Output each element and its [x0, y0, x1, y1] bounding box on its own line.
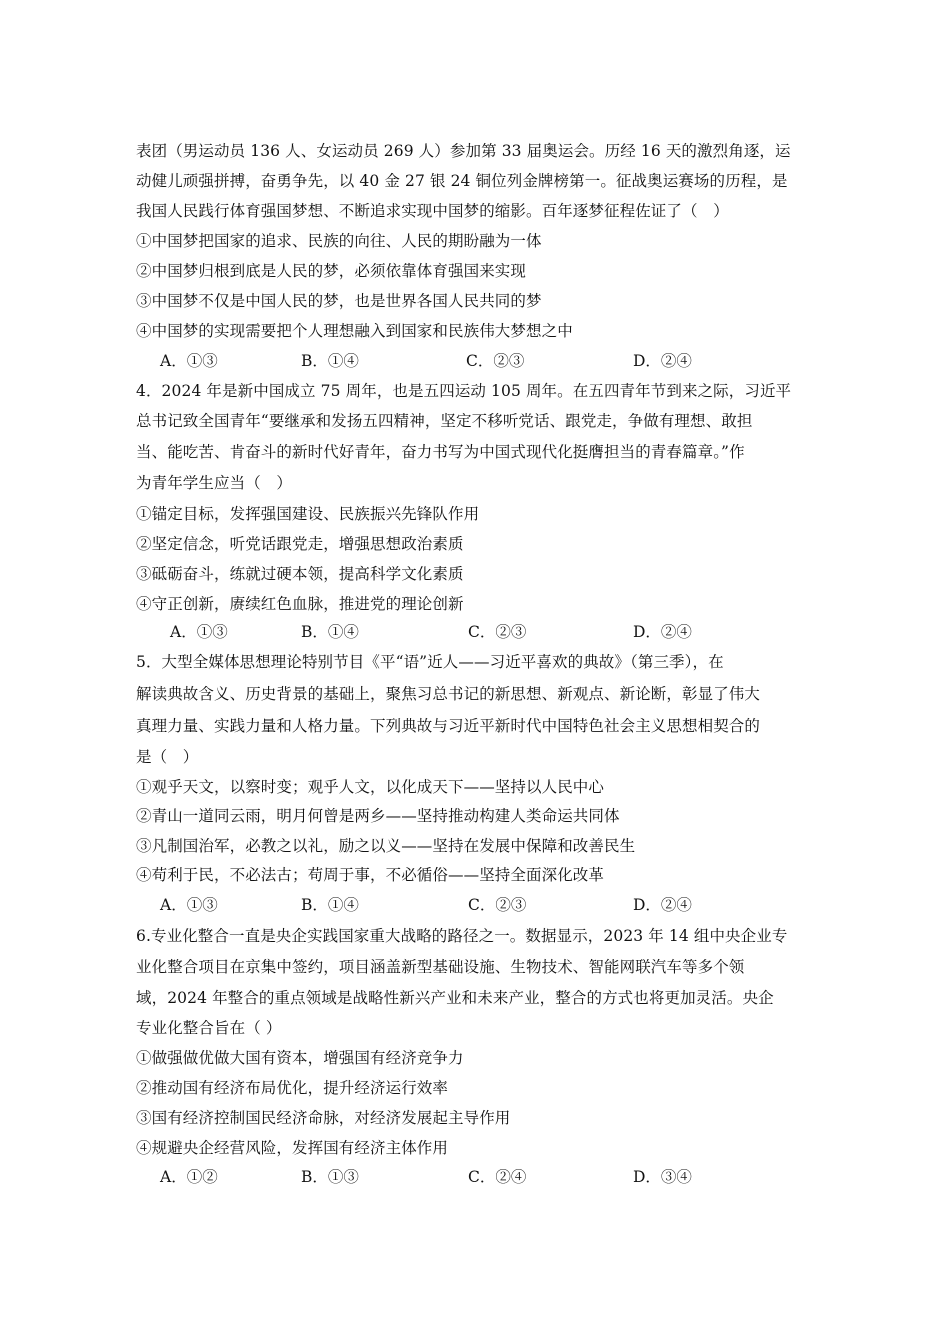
q3-stem-line: 动健儿顽强拼搏，奋勇争先，以 40 金 27 银 24 铜位列金牌榜第一。征战奥运赛场的历程，是 [136, 172, 788, 190]
q3-statement-4: ④中国梦的实现需要把个人理想融入到国家和民族伟大梦想之中 [136, 322, 573, 340]
q3-options [0, 350, 950, 372]
q5-statement-4: ④苟利于民，不必法古；苟周于事，不必循俗——坚持全面深化改革 [136, 866, 605, 884]
q4-statement-2: ②坚定信念，听党话跟党走，增强思想政治素质 [136, 535, 464, 553]
q6-option-c[interactable]: C．②④ [468, 1168, 527, 1186]
q6-option-b[interactable]: B．①③ [301, 1168, 359, 1186]
q4-option-c[interactable]: C．②③ [468, 623, 527, 641]
q6-statement-2: ②推动国有经济布局优化，提升经济运行效率 [136, 1079, 449, 1097]
q4-option-b[interactable]: B．①④ [301, 623, 359, 641]
q4-statement-1: ①锚定目标，发挥强国建设、民族振兴先锋队作用 [136, 505, 480, 523]
q6-stem-line: 域，2024 年整合的重点领域是战略性新兴产业和未来产业，整合的方式也将更加灵活。央企 [136, 989, 774, 1007]
q5-statement-3: ③凡制国治军，必教之以礼，励之以义——坚持在发展中保障和改善民生 [136, 837, 636, 855]
q3-option-a[interactable]: A．①③ [160, 352, 218, 370]
q6-options [0, 1166, 950, 1188]
q3-option-b[interactable]: B．①④ [301, 352, 359, 370]
q6-stem-line: 业化整合项目在京集中签约，项目涵盖新型基础设施、生物技术、智能网联汽车等多个领 [136, 958, 745, 976]
q5-stem-line: 真理力量、实践力量和人格力量。下列典故与习近平新时代中国特色社会主义思想相契合的 [136, 717, 761, 735]
q5-stem-line: 5．大型全媒体思想理论特别节目《平“语”近人——习近平喜欢的典故》（第三季），在 [136, 653, 724, 671]
q4-statement-3: ③砥砺奋斗，练就过硬本领，提高科学文化素质 [136, 565, 464, 583]
q5-stem-line: 解读典故含义、历史背景的基础上，聚焦习总书记的新思想、新观点、新论断，彰显了伟大 [136, 685, 761, 703]
q4-stem-line: 为青年学生应当（ ） [136, 474, 293, 492]
q5-statement-1: ①观乎天文，以察时变；观乎人文，以化成天下——坚持以人民中心 [136, 778, 605, 796]
q3-option-c[interactable]: C．②③ [466, 352, 525, 370]
q3-stem-line: 我国人民践行体育强国梦想、不断追求实现中国梦的缩影。百年逐梦征程佐证了（ ） [136, 202, 729, 220]
q4-statement-4: ④守正创新，赓续红色血脉，推进党的理论创新 [136, 595, 464, 613]
q6-option-d[interactable]: D．③④ [633, 1168, 692, 1186]
q4-stem-line: 当、能吃苦、肯奋斗的新时代好青年，奋力书写为中国式现代化挺膺担当的青春篇章。”作 [136, 443, 745, 461]
q3-statement-3: ③中国梦不仅是中国人民的梦，也是世界各国人民共同的梦 [136, 292, 542, 310]
q4-stem-line: 4．2024 年是新中国成立 75 周年，也是五四运动 105 周年。在五四青年节到来之际，习近平 [136, 382, 792, 400]
q6-stem-line: 专业化整合旨在（ ） [136, 1019, 282, 1037]
q5-option-b[interactable]: B．①④ [301, 896, 359, 914]
q3-statement-2: ②中国梦归根到底是人民的梦，必须依靠体育强国来实现 [136, 262, 527, 280]
q3-stem-line: 表团（男运动员 136 人、女运动员 269 人）参加第 33 届奥运会。历经 16 天的激烈角逐，运 [136, 142, 791, 160]
q4-option-a[interactable]: A．①③ [170, 623, 228, 641]
q5-statement-2: ②青山一道同云雨，明月何曾是两乡——坚持推动构建人类命运共同体 [136, 807, 620, 825]
q4-option-d[interactable]: D．②④ [633, 623, 692, 641]
q3-option-d[interactable]: D．②④ [633, 352, 692, 370]
q5-options [0, 894, 950, 916]
q4-options [0, 621, 950, 643]
q5-stem-line: 是（ ） [136, 748, 199, 766]
q5-option-d[interactable]: D．②④ [633, 896, 692, 914]
q3-statement-1: ①中国梦把国家的追求、民族的向往、人民的期盼融为一体 [136, 232, 542, 250]
q6-statement-4: ④规避央企经营风险，发挥国有经济主体作用 [136, 1139, 449, 1157]
q5-option-a[interactable]: A．①③ [160, 896, 218, 914]
q6-option-a[interactable]: A．①② [160, 1168, 218, 1186]
q6-statement-3: ③国有经济控制国民经济命脉，对经济发展起主导作用 [136, 1109, 511, 1127]
q4-stem-line: 总书记致全国青年“要继承和发扬五四精神，坚定不移听党话、跟党走，争做有理想、敢担 [136, 412, 753, 430]
q6-statement-1: ①做强做优做大国有资本，增强国有经济竞争力 [136, 1049, 464, 1067]
q6-stem-line: 6.专业化整合一直是央企实践国家重大战略的路径之一。数据显示，2023 年 14 组中央企业专 [136, 927, 788, 945]
q5-option-c[interactable]: C．②③ [468, 896, 527, 914]
